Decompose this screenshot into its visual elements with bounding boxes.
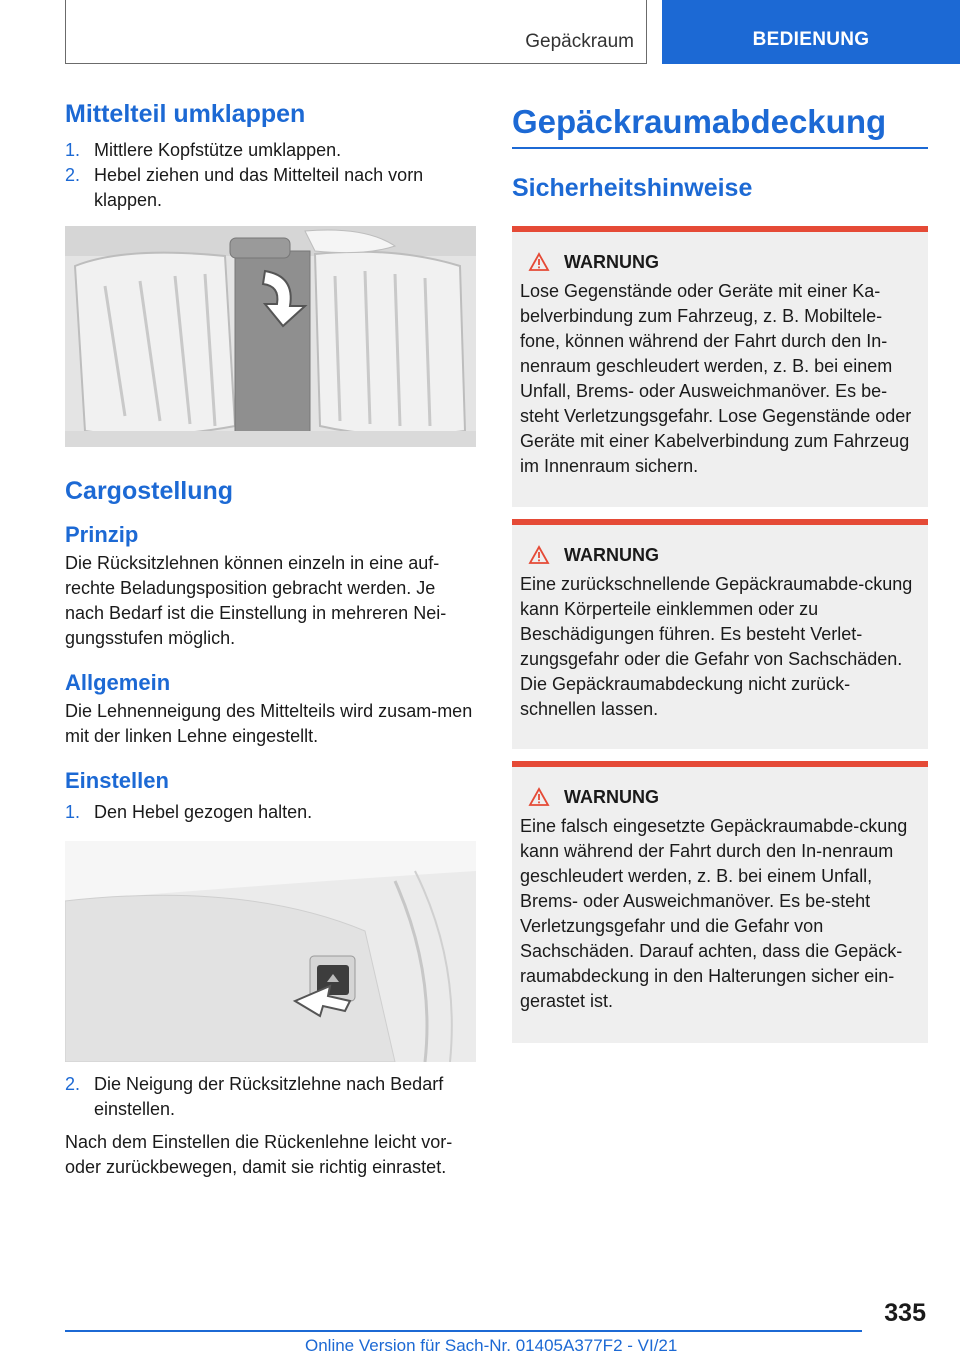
warning-box bbox=[512, 226, 928, 507]
step-item bbox=[65, 1072, 476, 1122]
warning-box bbox=[512, 519, 928, 749]
step-item bbox=[65, 800, 476, 825]
page-number: 335 bbox=[884, 1299, 926, 1327]
step-number: 2. bbox=[65, 165, 81, 185]
warning-text: Eine falsch eingesetzte Gepäckraumabde-ckung kann während der Fahrt durch den In-nenraum geschleudert werden, z. B. bei einem Unfall, Brems- oder Ausweichmanöver. Es be-steht Verletzungsgefahr und die Gefahr von Sachschäden. Darauf achten, dass die Gepäck-raumabdeckung in den Halterungen sicher ein-gerastet ist. bbox=[520, 815, 908, 1011]
step-item bbox=[65, 163, 476, 213]
subtitle-sicherheitshinweise: Sicherheitshinweise bbox=[512, 173, 753, 202]
subheading-allgemein: Allgemein bbox=[65, 670, 171, 695]
steps-einstellen-2 bbox=[65, 1072, 476, 1122]
chapter-title-gepaeckraumabdeckung: Gepäckraumabdeckung bbox=[512, 103, 887, 140]
warning-label: WARNUNG bbox=[564, 544, 659, 565]
warning-triangle-icon bbox=[528, 787, 550, 807]
paragraph-allgemein: Die Lehnenneigung des Mittelteils wird zusam-men mit der linken Lehne eingestellt. bbox=[65, 701, 473, 746]
warning-label: WARNUNG bbox=[564, 786, 659, 807]
warning-triangle-icon bbox=[528, 252, 550, 272]
warning-box bbox=[512, 761, 928, 1043]
warning-triangle-icon bbox=[528, 545, 550, 565]
section-title-mittelteil: Mittelteil umklappen bbox=[65, 100, 306, 128]
step-number: 2. bbox=[65, 1074, 81, 1094]
rear-seat-illustration bbox=[65, 226, 476, 447]
warning-text: Lose Gegenstände oder Geräte mit einer Ka-belverbindung zum Fahrzeug, z. B. Mobiltele-fone, können während der Fahrt durch den In-nenraum geschleudert werden, z. B. bei einem Unfall, Brems- oder Ausweichmanöver. Es be-steht Verletzungsgefahr. Lose Gegenstände oder Geräte mit einer Kabelverbindung zum Fahrzeug im Innenraum sichern. bbox=[520, 280, 912, 476]
right-column bbox=[512, 100, 928, 1043]
warning-text: Eine zurückschnellende Gepäckraumabde-ckung kann Körperteile einklemmen oder zu Beschädigungen führen. Es besteht Verlet-zungsgefahr oder die Gefahr von Sachschäden. Die Gepäckraumabdeckung nicht zurück-schnellen lassen. bbox=[520, 573, 913, 719]
step-text: Hebel ziehen und das Mittelteil nach vorn klappen. bbox=[94, 165, 424, 210]
warning-label: WARNUNG bbox=[564, 251, 659, 272]
warning-header bbox=[528, 787, 920, 808]
footer-version-text: Online Version für Sach-Nr. 01405A377F2 - VI/21 bbox=[305, 1336, 678, 1355]
subheading-einstellen: Einstellen bbox=[65, 768, 169, 793]
header-chapter-tab[interactable]: BEDIENUNG bbox=[662, 0, 960, 64]
footer-divider bbox=[65, 1330, 862, 1332]
step-number: 1. bbox=[65, 140, 81, 160]
step-item bbox=[65, 138, 476, 163]
step-number: 1. bbox=[65, 802, 81, 822]
release-lever-illustration bbox=[65, 841, 476, 1062]
paragraph-prinzip: Die Rücksitzlehnen können einzeln in eine auf-rechte Beladungsposition gebracht werden. Je nach Bedarf ist die Einstellung in mehreren Nei-gungsstufen möglich. bbox=[65, 553, 447, 648]
title-divider bbox=[512, 147, 928, 149]
release-lever-drawing bbox=[65, 841, 476, 1062]
steps-mittelteil bbox=[65, 138, 476, 213]
header-section-title: Gepäckraum bbox=[525, 31, 634, 52]
paragraph-einstellen: Nach dem Einstellen die Rückenlehne leicht vor- oder zurückbewegen, damit sie richtig einrastet. bbox=[65, 1132, 453, 1177]
step-text: Mittlere Kopfstütze umklappen. bbox=[94, 140, 342, 160]
left-column bbox=[65, 100, 476, 1180]
header-section-box bbox=[65, 0, 647, 64]
rear-seat-drawing bbox=[65, 226, 476, 447]
steps-einstellen-1 bbox=[65, 800, 476, 825]
section-title-cargostellung: Cargostellung bbox=[65, 477, 234, 505]
warning-header bbox=[528, 252, 920, 273]
warning-header bbox=[528, 545, 920, 566]
step-text: Die Neigung der Rücksitzlehne nach Bedarf einstellen. bbox=[94, 1074, 444, 1119]
step-text: Den Hebel gezogen halten. bbox=[94, 802, 313, 822]
subheading-prinzip: Prinzip bbox=[65, 522, 139, 547]
